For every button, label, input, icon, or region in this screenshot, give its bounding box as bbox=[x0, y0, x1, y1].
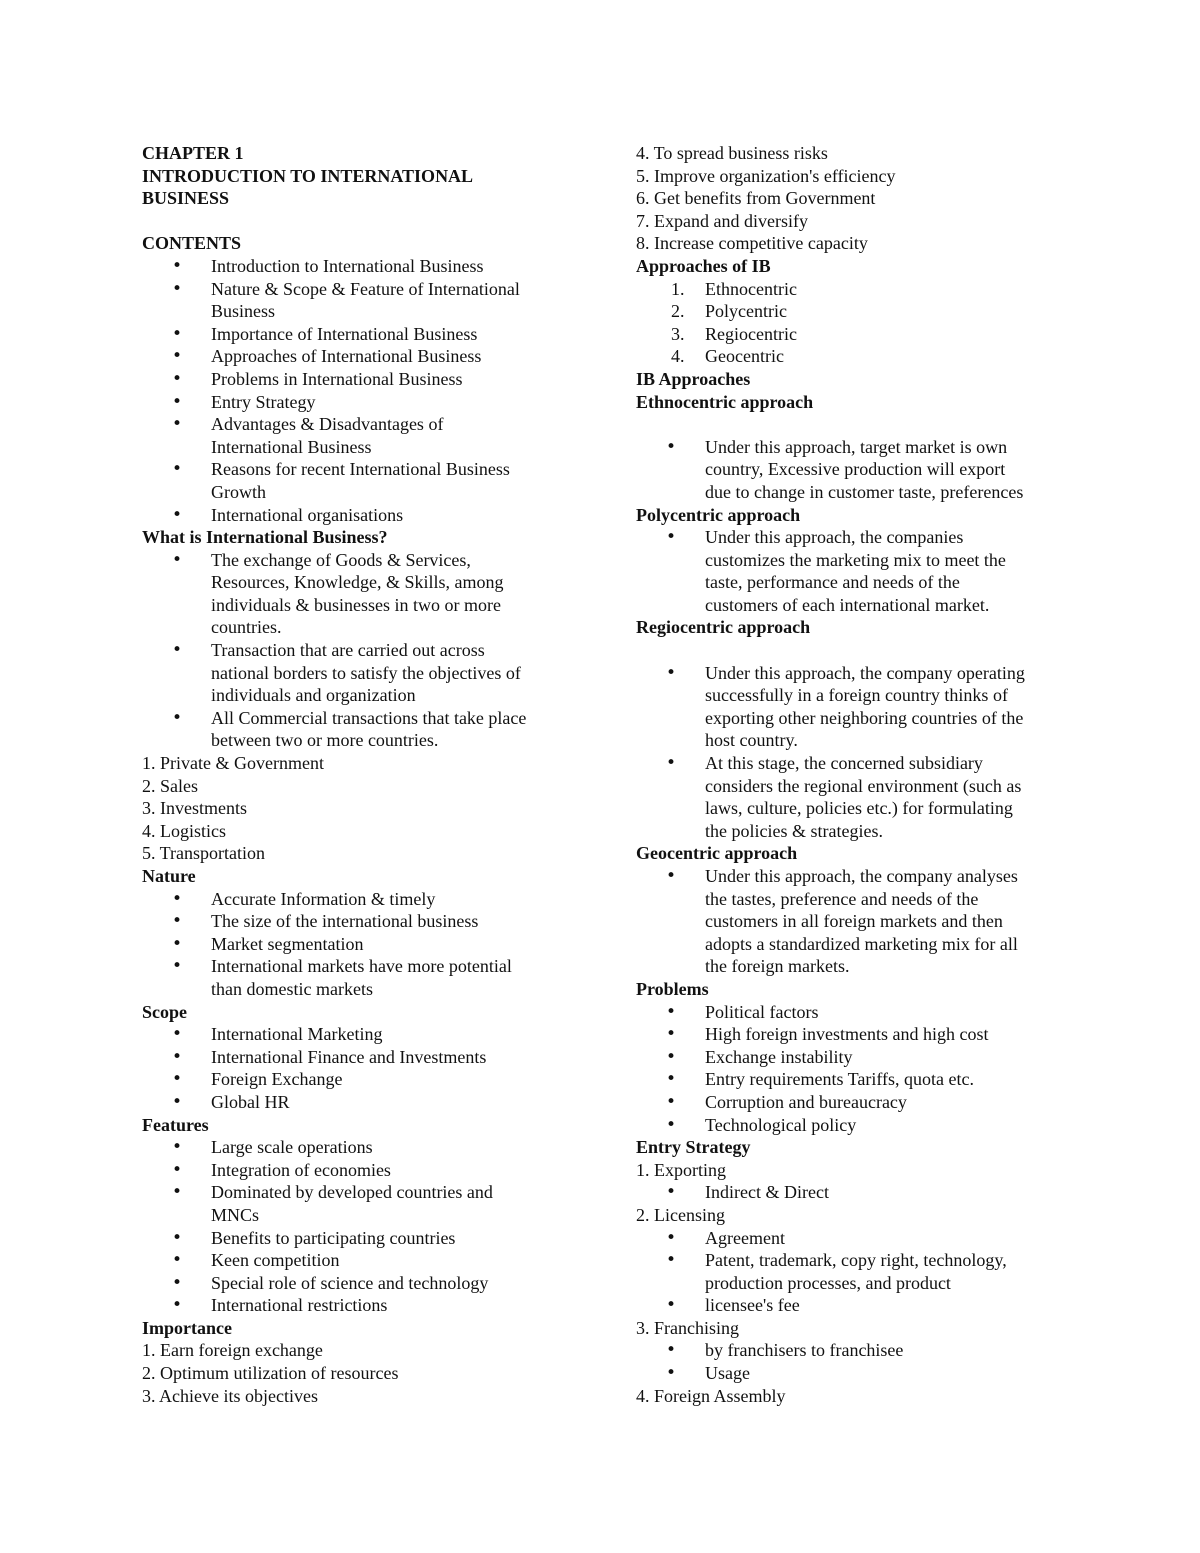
right-column bbox=[636, 142, 1076, 1407]
list-item: • Nature & Scope & Feature of International Business bbox=[142, 278, 582, 323]
entry-strategy-heading: Entry Strategy bbox=[636, 1137, 751, 1158]
list-item: • Entry Strategy bbox=[142, 391, 582, 414]
list-item: • International organisations bbox=[142, 504, 582, 527]
chapter-title-line-2: INTRODUCTION TO INTERNATIONAL bbox=[142, 165, 474, 186]
spacer bbox=[636, 639, 1076, 662]
approach-item bbox=[636, 323, 1076, 346]
approach-item bbox=[636, 345, 1076, 368]
approach-item bbox=[636, 278, 1076, 301]
importance-item: 4. To spread business risks bbox=[636, 143, 828, 163]
polycentric-heading: Polycentric approach bbox=[636, 504, 801, 525]
geocentric-heading: Geocentric approach bbox=[636, 843, 798, 864]
approach-item bbox=[636, 300, 1076, 323]
chapter-title-line-3: BUSINESS bbox=[142, 188, 230, 209]
importance-heading: Importance bbox=[142, 1317, 232, 1338]
list-item: • Agreement bbox=[636, 1227, 1076, 1250]
types-item: 4. Logistics bbox=[142, 820, 226, 841]
exporting-list bbox=[636, 1181, 1076, 1204]
importance-item: 8. Increase competitive capacity bbox=[636, 233, 868, 254]
list-item: • International markets have more potential than domestic markets bbox=[142, 955, 582, 1000]
approach-label: Geocentric bbox=[705, 346, 784, 367]
list-item: • Introduction to International Business bbox=[142, 255, 582, 278]
approach-number: 3. bbox=[671, 323, 685, 344]
geocentric-list bbox=[636, 865, 1076, 978]
what-is-ib-list bbox=[142, 549, 582, 752]
importance-item: 3. Achieve its objectives bbox=[142, 1385, 318, 1406]
list-item: • Transaction that are carried out across national borders to satisfy the objectives of individuals and organization bbox=[142, 639, 582, 707]
types-item: 5. Transportation bbox=[142, 843, 266, 864]
list-item: • Under this approach, target market is own country, Excessive production will export due to change in customer taste, preferences bbox=[636, 436, 1076, 504]
list-item: • Special role of science and technology bbox=[142, 1272, 582, 1295]
list-item: • The size of the international business bbox=[142, 910, 582, 933]
list-item: • Dominated by developed countries and MNCs bbox=[142, 1181, 582, 1226]
importance-item: 6. Get benefits from Government bbox=[636, 188, 876, 209]
ethnocentric-list bbox=[636, 436, 1076, 504]
list-item: • The exchange of Goods & Services, Resources, Knowledge, & Skills, among individuals & businesses in two or more countries. bbox=[142, 549, 582, 639]
list-item: • Usage bbox=[636, 1362, 1076, 1385]
list-item: • Under this approach, the companies customizes the marketing mix to meet the taste, performance and needs of the customers of each international market. bbox=[636, 526, 1076, 616]
nature-list bbox=[142, 888, 582, 1001]
exporting-label: 1. Exporting bbox=[636, 1159, 726, 1180]
list-item: • Entry requirements Tariffs, quota etc. bbox=[636, 1068, 1076, 1091]
approach-label: Ethnocentric bbox=[705, 278, 797, 299]
importance-item: 2. Optimum utilization of resources bbox=[142, 1363, 399, 1384]
list-item: • Under this approach, the company analyses the tastes, preference and needs of the customers in all foreign markets and then adopts a standardized marketing mix for all the foreign markets. bbox=[636, 865, 1076, 978]
approach-number: 4. bbox=[671, 346, 685, 367]
importance-item: 1. Earn foreign exchange bbox=[142, 1340, 323, 1361]
nature-heading: Nature bbox=[142, 866, 196, 886]
spacer bbox=[142, 210, 582, 233]
ethnocentric-heading: Ethnocentric approach bbox=[636, 391, 814, 412]
features-heading: Features bbox=[142, 1114, 209, 1135]
list-item: • Foreign Exchange bbox=[142, 1068, 582, 1091]
features-list bbox=[142, 1136, 582, 1317]
types-item: 2. Sales bbox=[142, 775, 198, 796]
left-column bbox=[142, 142, 582, 1407]
list-item: • Approaches of International Business bbox=[142, 345, 582, 368]
scope-list bbox=[142, 1023, 582, 1113]
list-item: • International Marketing bbox=[142, 1023, 582, 1046]
regiocentric-list bbox=[636, 662, 1076, 843]
list-item: • Global HR bbox=[142, 1091, 582, 1114]
list-item: • High foreign investments and high cost bbox=[636, 1023, 1076, 1046]
list-item: • by franchisers to franchisee bbox=[636, 1339, 1076, 1362]
approach-label: Polycentric bbox=[705, 301, 787, 322]
regiocentric-heading: Regiocentric approach bbox=[636, 617, 811, 638]
licensing-label: 2. Licensing bbox=[636, 1204, 725, 1225]
list-item: • Accurate Information & timely bbox=[142, 888, 582, 911]
list-item: • Integration of economies bbox=[142, 1159, 582, 1182]
list-item: • Keen competition bbox=[142, 1249, 582, 1272]
list-item: • Large scale operations bbox=[142, 1136, 582, 1159]
polycentric-list bbox=[636, 526, 1076, 616]
list-item: • Corruption and bureaucracy bbox=[636, 1091, 1076, 1114]
approach-label: Regiocentric bbox=[705, 323, 797, 344]
list-item: • Exchange instability bbox=[636, 1046, 1076, 1069]
list-item: • All Commercial transactions that take place between two or more countries. bbox=[142, 707, 582, 752]
list-item: • Political factors bbox=[636, 1001, 1076, 1024]
list-item: • Under this approach, the company operating successfully in a foreign country thinks of exporting other neighboring countries of the host country. bbox=[636, 662, 1076, 752]
problems-heading: Problems bbox=[636, 978, 709, 999]
list-item: • Advantages & Disadvantages of International Business bbox=[142, 413, 582, 458]
list-item: • licensee's fee bbox=[636, 1294, 1076, 1317]
problems-list bbox=[636, 1001, 1076, 1137]
contents-heading: CONTENTS bbox=[142, 233, 242, 254]
scope-heading: Scope bbox=[142, 1001, 187, 1022]
approach-number: 1. bbox=[671, 278, 685, 299]
list-item: • International restrictions bbox=[142, 1294, 582, 1317]
importance-item: 5. Improve organization's efficiency bbox=[636, 165, 896, 186]
list-item: • Problems in International Business bbox=[142, 368, 582, 391]
foreign-assembly-label: 4. Foreign Assembly bbox=[636, 1385, 786, 1406]
types-item: 3. Investments bbox=[142, 798, 247, 819]
list-item: • International Finance and Investments bbox=[142, 1046, 582, 1069]
contents-list bbox=[142, 255, 582, 526]
list-item: • Technological policy bbox=[636, 1114, 1076, 1137]
spacer bbox=[636, 413, 1076, 436]
franchising-list bbox=[636, 1339, 1076, 1384]
list-item: • Market segmentation bbox=[142, 933, 582, 956]
list-item: • Indirect & Direct bbox=[636, 1181, 1076, 1204]
types-item: 1. Private & Government bbox=[142, 753, 324, 774]
list-item: • Patent, trademark, copy right, technology, production processes, and product bbox=[636, 1249, 1076, 1294]
approach-number: 2. bbox=[671, 301, 685, 322]
list-item: • Benefits to participating countries bbox=[142, 1227, 582, 1250]
list-item: • At this stage, the concerned subsidiary considers the regional environment (such as laws, culture, policies etc.) for formulating the policies & strategies. bbox=[636, 752, 1076, 842]
chapter-title-line-1: CHAPTER 1 bbox=[142, 143, 244, 163]
list-item: • Importance of International Business bbox=[142, 323, 582, 346]
list-item: • Reasons for recent International Business Growth bbox=[142, 458, 582, 503]
what-is-ib-heading: What is International Business? bbox=[142, 527, 388, 548]
importance-item: 7. Expand and diversify bbox=[636, 210, 808, 231]
franchising-label: 3. Franchising bbox=[636, 1317, 739, 1338]
licensing-list bbox=[636, 1227, 1076, 1317]
ib-approaches-heading: IB Approaches bbox=[636, 368, 751, 389]
approaches-heading: Approaches of IB bbox=[636, 255, 771, 276]
